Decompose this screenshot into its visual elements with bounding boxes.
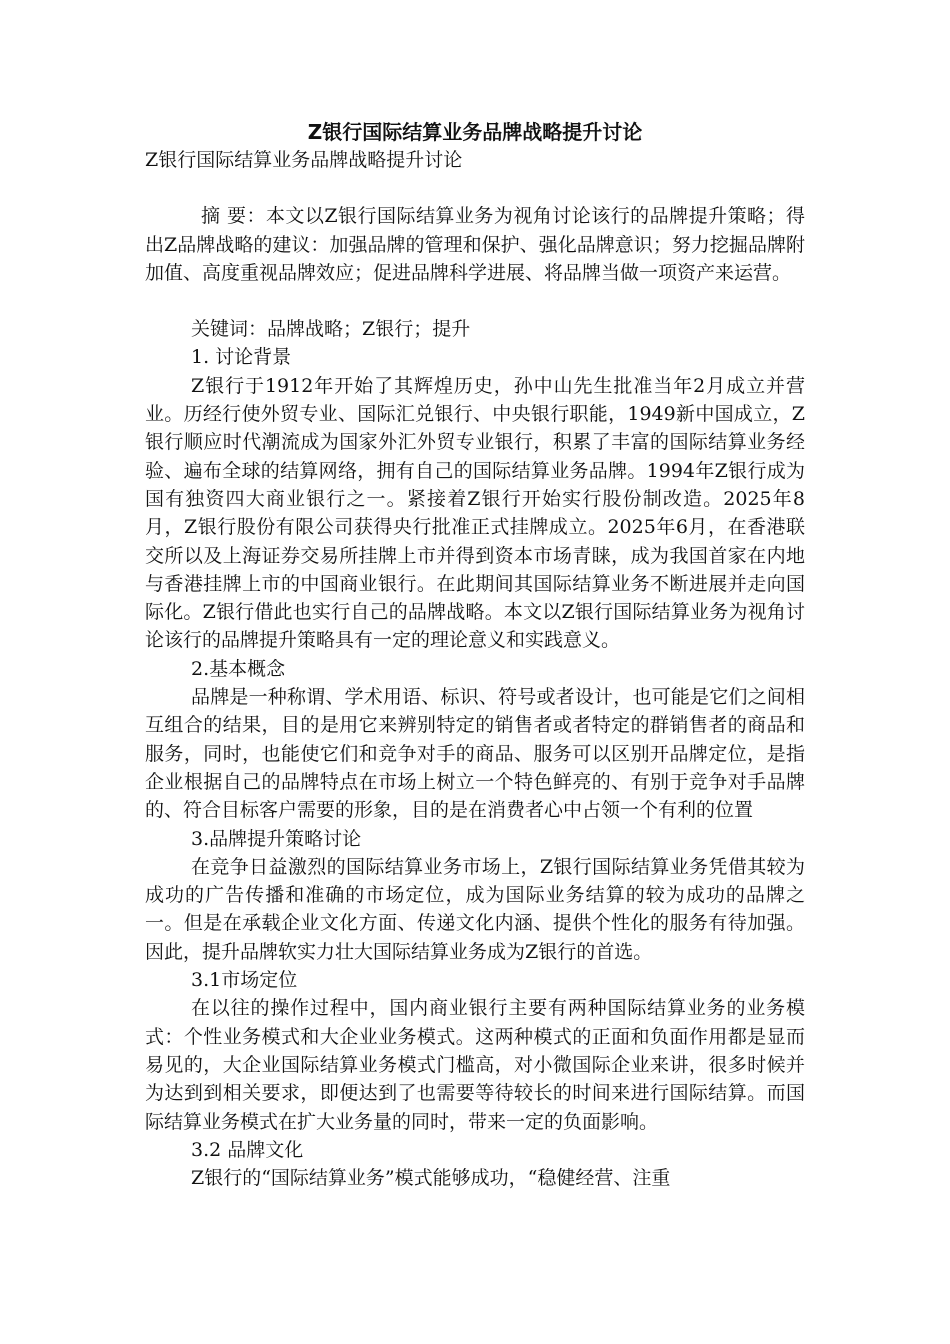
section-paragraph: 在竞争日益激烈的国际结算业务市场上，Z银行国际结算业务凭借其较为成功的广告传播和准确的市场定位，成为国际业务结算的较为成功的品牌之一。但是在承载企业文化方面、传递文化内涵、提供个性化的服务有待加强。因此，提升品牌软实力壮大国际结算业务成为Z银行的首选。 [145,855,805,963]
section-heading: 2.基本概念 [191,657,286,680]
section-paragraph: 在以往的操作过程中，国内商业银行主要有两种国际结算业务的业务模式：个性业务模式和大企业业务模式。这两种模式的正面和负面作用都是显而易见的，大企业国际结算业务模式门槛高，对小微国际企业来讲，很多时候并为达到到相关要求，即便达到了也需要等待较长的时间来进行国际结算。而国际结算业务模式在扩大业务量的同时，带来一定的负面影响。 [145,997,805,1133]
blank-line [145,287,805,315]
section-heading: 1. 讨论背景 [191,346,292,369]
abstract-paragraph: 摘 要：本文以Z银行国际结算业务为视角讨论该行的品牌提升策略；得出Z品牌战略的建议：加强品牌的管理和保护、强化品牌意识；努力挖掘品牌附加值、高度重视品牌效应；促进品牌科学进展、将品牌当做一项资产来运营。 [145,205,805,284]
document-body [145,146,805,1192]
document-subtitle: Z银行国际结算业务品牌战略提升讨论 [145,149,463,171]
section-paragraph: Z银行的“国际结算业务”模式能够成功，“稳健经营、注重 [191,1167,671,1190]
section-heading: 3.品牌提升策略讨论 [191,827,362,850]
document-title: Z银行国际结算业务品牌战略提升讨论 [307,120,643,144]
keywords-line: 关键词：品牌战略；Z银行；提升 [191,318,471,341]
section-paragraph: Z银行于1912年开始了其辉煌历史，孙中山先生批准当年2月成立并营业。历经行使外贸专业、国际汇兑银行、中央银行职能，1949新中国成立，Z银行顺应时代潮流成为国家外汇外贸专业银行，积累了丰富的国际结算业务经验、遍布全球的结算网络，拥有自己的国际结算业务品牌。1994年Z银行成为国有独资四大商业银行之一。紧接着Z银行开始实行股份制改造。2025年8月，Z银行股份有限公司获得央行批准正式挂牌成立。2025年6月，在香港联交所以及上海证券交易所挂牌上市并得到资本市场青睐，成为我国首家在内地与香港挂牌上市的中国商业银行。在此期间其国际结算业务不断进展并走向国际化。Z银行借此也实行自己的品牌战略。本文以Z银行国际结算业务为视角讨论该行的品牌提升策略具有一定的理论意义和实践意义。 [145,374,805,652]
blank-line [145,174,805,202]
section-paragraph: 品牌是一种称谓、学术用语、标识、符号或者设计，也可能是它们之间相互组合的结果，目的是用它来辨别特定的销售者或者特定的群销售者的商品和服务，同时，也能使它们和竞争对手的商品、服务可以区别开品牌定位，是指企业根据自己的品牌特点在市场上树立一个特色鲜亮的、有别于竞争对手品牌的、符合目标客户需要的形象，目的是在消费者心中占领一个有利的位置 [145,686,805,822]
section-heading: 3.2 品牌文化 [191,1138,304,1161]
section-heading: 3.1市场定位 [191,969,298,992]
